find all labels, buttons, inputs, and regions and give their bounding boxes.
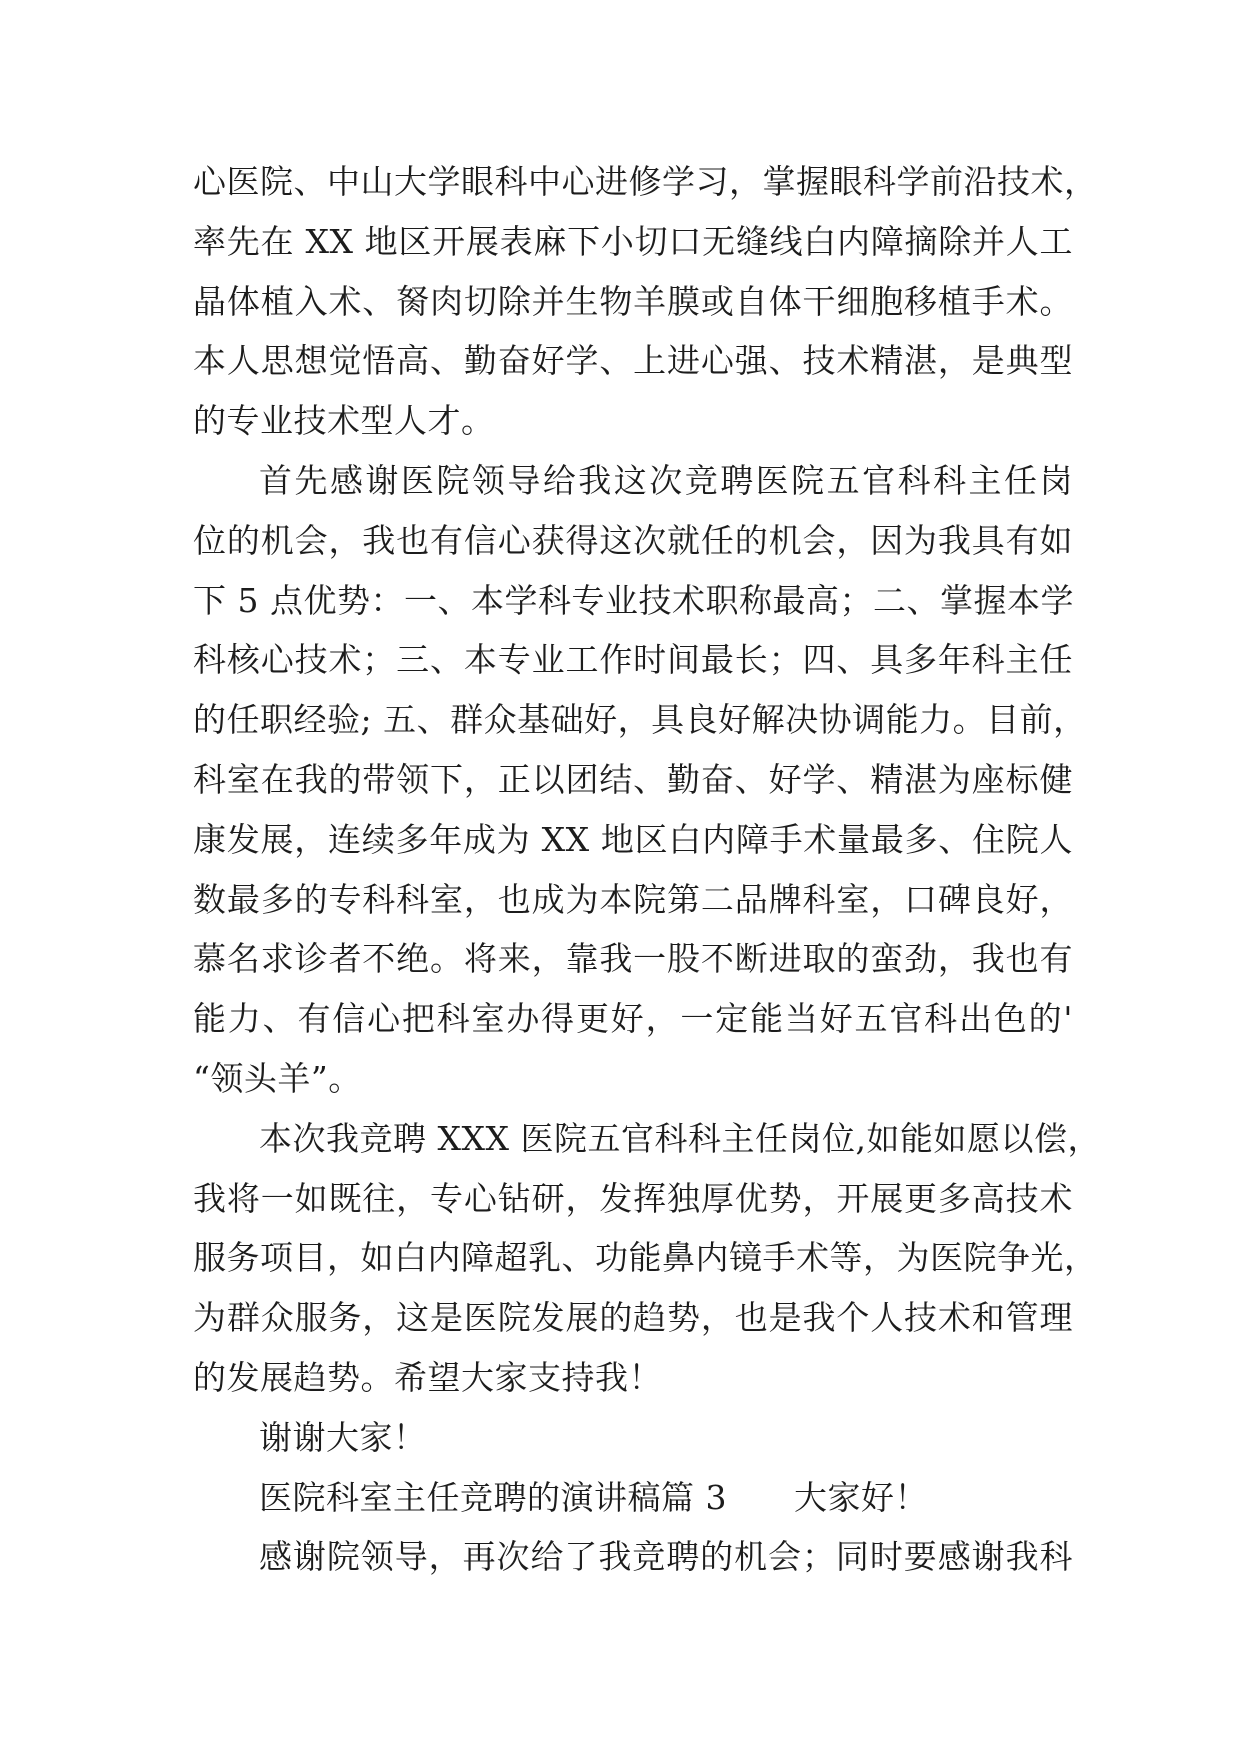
text-line-18: 我将一如既往，专心钻研，发挥独厚优势，开展更多高技术	[193, 1178, 1073, 1218]
text-line-24: 感谢院领导，再次给了我竞聘的机会；同时要感谢我科	[259, 1537, 1073, 1577]
text-line-22: 谢谢大家！	[259, 1417, 427, 1457]
text-line-12: 康发展，连续多年成为 XX 地区白内障手术量最多、住院人	[193, 819, 1073, 859]
text-line-21: 的发展趋势。希望大家支持我！	[193, 1357, 662, 1397]
text-line-13: 数最多的专科科室，也成为本院第二品牌科室，口碑良好，	[193, 879, 1073, 919]
text-line-10: 的任职经验; 五、群众基础好，具良好解决协调能力。目前，	[193, 700, 1087, 740]
text-line-9: 科核心技术；三、本专业工作时间最长；四、具多年科主任	[193, 640, 1073, 680]
text-line-15: 能力、有信心把科室办得更好，一定能当好五官科出色的'	[193, 999, 1073, 1039]
text-line-3: 晶体植入术、胬肉切除并生物羊膜或自体干细胞移植手术。	[193, 281, 1073, 321]
text-line-23: 医院科室主任竞聘的演讲稿篇 3 大家好！	[259, 1477, 928, 1517]
text-line-7: 位的机会，我也有信心获得这次就任的机会，因为我具有如	[193, 520, 1073, 560]
text-line-14: 慕名求诊者不绝。将来，靠我一股不断进取的蛮劲，我也有	[193, 939, 1073, 979]
text-line-1: 心医院、中山大学眼科中心进修学习，掌握眼科学前沿技术，	[193, 162, 1098, 201]
text-line-6: 首先感谢医院领导给我这次竞聘医院五官科科主任岗	[259, 460, 1073, 500]
text-line-8: 下 5 点优势：一、本学科专业技术职称最高；二、掌握本学	[193, 580, 1074, 620]
text-line-2: 率先在 XX 地区开展表麻下小切口无缝线白内障摘除并人工	[193, 221, 1073, 261]
text-line-11: 科室在我的带领下，正以团结、勤奋、好学、精湛为座标健	[193, 759, 1073, 799]
text-line-5: 的专业技术型人才。	[193, 401, 495, 441]
text-line-17: 本次我竞聘 XXX 医院五官科科主任岗位,如能如愿以偿，	[259, 1118, 1101, 1158]
text-line-19: 服务项目，如白内障超乳、功能鼻内镜手术等，为医院争光，	[193, 1238, 1098, 1278]
text-line-4: 本人思想觉悟高、勤奋好学、上进心强、技术精湛，是典型	[193, 341, 1073, 381]
document-body	[193, 152, 1101, 1587]
text-line-20: 为群众服务，这是医院发展的趋势，也是我个人技术和管理	[193, 1298, 1073, 1338]
text-line-16: “领头羊”。	[193, 1058, 362, 1098]
